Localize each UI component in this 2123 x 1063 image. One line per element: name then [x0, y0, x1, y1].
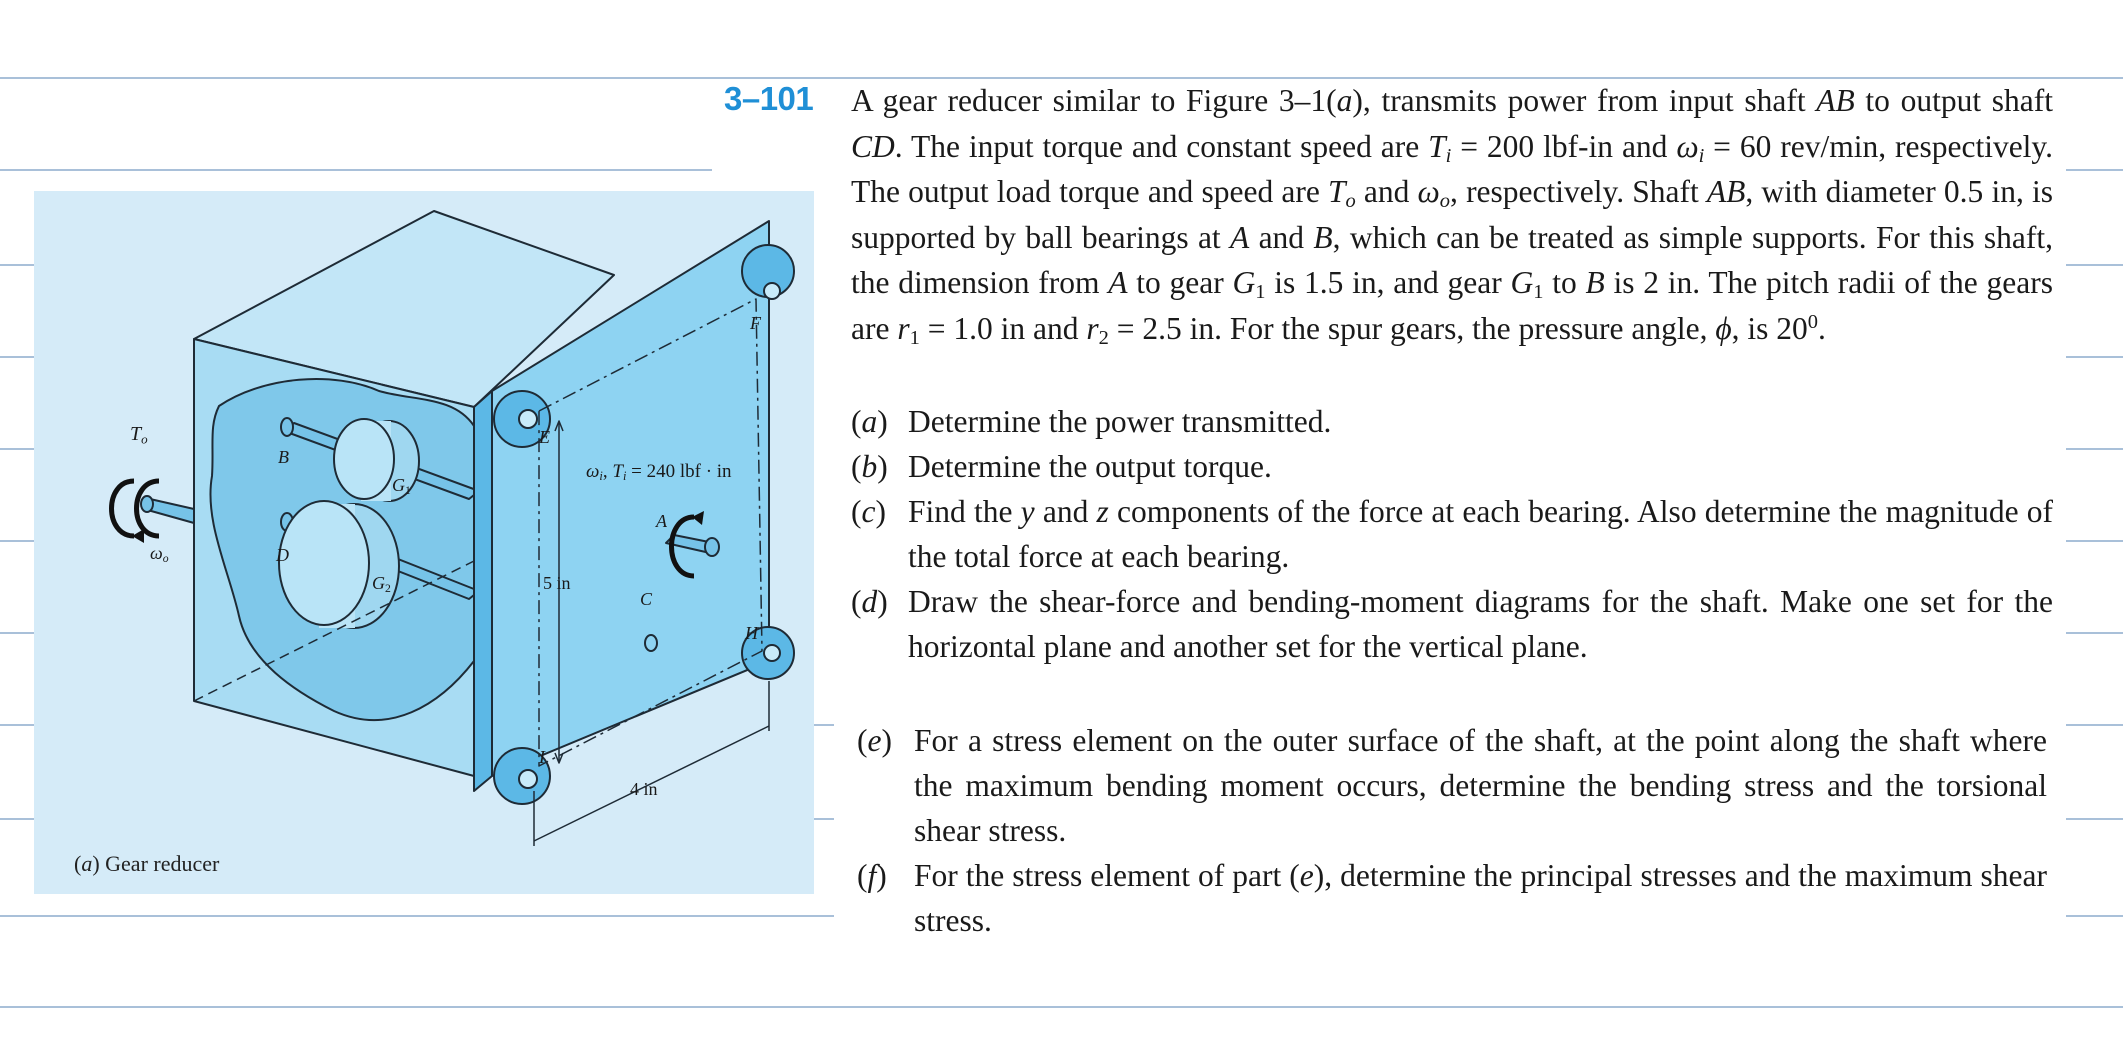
problem-part-b: [851, 444, 2053, 489]
rule-line: [2066, 356, 2123, 358]
part-text: Draw the shear-force and bending-moment diagrams for the shaft. Make one set for the horizontal plane and another set for the vertical plane.: [908, 584, 2053, 664]
rule-line: [0, 915, 834, 917]
problem-part-a: [851, 399, 2053, 444]
rule-line: [0, 724, 34, 726]
input-shaft-end: [705, 538, 719, 556]
rule-line: [0, 632, 34, 634]
rule-line: [814, 724, 834, 726]
label-to: $T_o$: [130, 423, 148, 447]
problem-part-f: [857, 853, 2047, 943]
rule-line: [0, 540, 34, 542]
label-f: F: [750, 313, 761, 333]
rule-line: [0, 169, 712, 171]
parts-list-a-d: [851, 399, 2053, 669]
part-text: For the stress element of part (e), determine the principal stresses and the maximum shear stress.: [914, 858, 2047, 938]
rule-line: [814, 818, 834, 820]
part-tag: (f): [857, 858, 887, 893]
parts-list-e-f: [857, 718, 2047, 943]
label-dim-4in: 4 in: [630, 779, 658, 799]
label-a: A: [656, 511, 667, 531]
output-torque-arrow-1: [112, 481, 135, 536]
part-tag: (e): [857, 723, 892, 758]
part-text: Find the y and z components of the force at each bearing. Also determine the magnitude of the total force at each bearing.: [908, 494, 2053, 574]
problem-part-d: [851, 579, 2053, 669]
label-g1: $G_1$: [392, 475, 411, 497]
rule-line: [0, 448, 34, 450]
rule-line: [0, 1006, 2123, 1008]
output-shaft-end: [141, 496, 153, 512]
upper-shaft-end: [281, 418, 293, 436]
label-dim-5in: 5 in: [543, 573, 571, 593]
problem-number: 3–101: [724, 80, 814, 117]
label-omega-o: $\omega_o$: [150, 543, 169, 565]
rule-line: [2066, 632, 2123, 634]
label-d: D: [276, 545, 289, 565]
bolt-e: [519, 410, 537, 428]
label-g2: $G_2$: [372, 573, 391, 595]
part-text: For a stress element on the outer surface of the shaft, at the point along the shaft where the maximum bending moment occurs, determine the bending stress and the torsional shear stress.: [914, 723, 2047, 848]
part-text: Determine the output torque.: [908, 449, 1272, 484]
label-c: C: [640, 589, 653, 609]
bolt-i: [519, 770, 537, 788]
label-i: I: [539, 747, 545, 767]
gear-g2-front: [279, 501, 369, 625]
rule-line: [2066, 818, 2123, 820]
bolt-h: [764, 645, 780, 661]
label-e: E: [539, 427, 550, 447]
gear-g1-front: [334, 419, 394, 499]
rule-line: [0, 818, 34, 820]
part-tag: (c): [851, 494, 886, 529]
part-tag: (a): [851, 404, 888, 439]
label-input-torque: $\omega_i$, $T_i = 240$ lbf · in: [586, 461, 732, 484]
label-b: B: [278, 447, 289, 467]
label-h: H: [745, 623, 758, 643]
rule-line: [0, 264, 34, 266]
problem-part-e: [857, 718, 2047, 853]
figure-caption: (a) Gear reducer: [74, 851, 220, 876]
part-text: Determine the power transmitted.: [908, 404, 1332, 439]
rule-line: [2066, 169, 2123, 171]
part-tag: (d): [851, 584, 888, 619]
rule-line: [2066, 540, 2123, 542]
bolt-f: [764, 283, 780, 299]
problem-part-c: [851, 489, 2053, 579]
gear-reducer-figure: [34, 191, 814, 894]
rule-line: [0, 356, 34, 358]
cover-plate-side: [474, 391, 492, 791]
problem-statement: A gear reducer similar to Figure 3–1(a), transmits power from input shaft AB to output shaft CD. The input torque and constant speed are $T_i = 200$ lbf-in and $\omega_i = 60$ rev/min, respectively. The output load torque and speed are $T_o$ and $\omega_o$, respectively. Shaft AB, with diameter 0.5 in, is supported by ball bearings at A and B, which can be treated as simple supports. For this shaft, the dimension from A to gear $G_1$ is 1.5 in, and gear $G_1$ to B is 2 in. The pitch radii of the gears are $r_1 = 1.0$ in and $r_2 = 2.5$ in. For the spur gears, the pressure angle, ϕ, is $20^0$.: [851, 83, 2054, 349]
rule-line: [2066, 448, 2123, 450]
part-tag: (b): [851, 449, 888, 484]
rule-line: [2066, 724, 2123, 726]
rule-line: [2066, 264, 2123, 266]
rule-line: [2066, 915, 2123, 917]
